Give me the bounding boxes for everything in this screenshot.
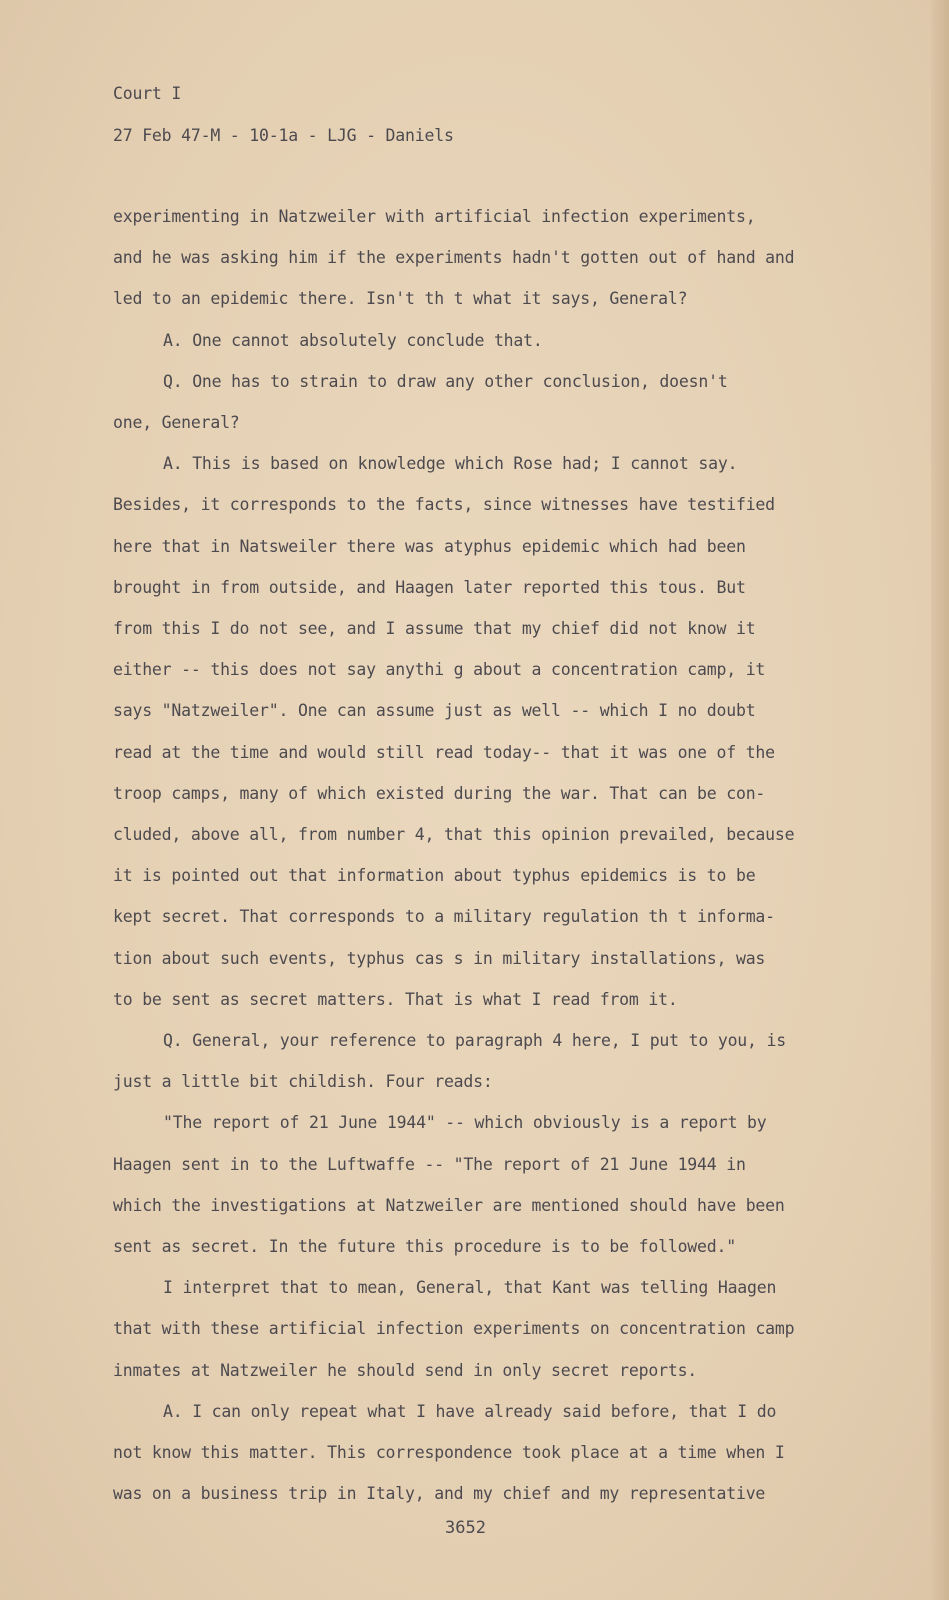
transcript-line: A. One cannot absolutely conclude that. — [163, 330, 543, 350]
transcript-line: experimenting in Natzweiler with artificial infection experiments, — [113, 207, 756, 226]
court-label: Court I — [113, 84, 182, 103]
transcript-line: inmates at Natzweiler he should send in only secret reports. — [113, 1360, 698, 1380]
transcript-line: cluded, above all, from number 4, that this opinion prevailed, because — [113, 825, 795, 844]
transcript-line: Q. One has to strain to draw any other conclusion, doesn't — [163, 371, 728, 391]
session-line: 27 Feb 47-M - 10-1a - LJG - Daniels — [113, 126, 454, 145]
transcript-line: here that in Natsweiler there was atyphus epidemic which had been — [113, 536, 746, 556]
transcript-line: and he was asking him if the experiments hadn't gotten out of hand and — [113, 248, 795, 268]
transcript-line: one, General? — [113, 413, 240, 432]
transcript-line: was on a business trip in Italy, and my chief and my representative — [113, 1484, 766, 1504]
transcript-line: either -- this does not say anythi g about a concentration camp, it — [113, 660, 766, 680]
transcript-line: sent as secret. In the future this procedure is to be followed." — [113, 1237, 736, 1256]
transcript-line: which the investigations at Natzweiler are mentioned should have been — [113, 1195, 785, 1215]
page-edge-shadow — [931, 0, 949, 1600]
transcript-line: A. I can only repeat what I have already said before, that I do — [163, 1401, 777, 1421]
transcript-line: tion about such events, typhus cas s in military installations, was — [113, 948, 766, 968]
transcript-line: not know this matter. This correspondence took place at a time when I — [113, 1443, 785, 1462]
transcript-line: to be sent as secret matters. That is what I read from it. — [113, 989, 678, 1009]
transcript-line: troop camps, many of which existed during the war. That can be con- — [113, 783, 766, 803]
transcript-line: says "Natzweiler". One can assume just as well -- which I no doubt — [113, 701, 756, 721]
transcript-line: "The report of 21 June 1944" -- which obviously is a report by — [163, 1113, 767, 1133]
transcript-line: Besides, it corresponds to the facts, since witnesses have testified — [113, 495, 775, 515]
transcript-line: led to an epidemic there. Isn't th t what it says, General? — [113, 289, 688, 309]
transcript-line: Haagen sent in to the Luftwaffe -- "The report of 21 June 1944 in — [113, 1154, 746, 1174]
page-number: 3652 — [445, 1518, 486, 1538]
transcript-line: I interpret that to mean, General, that Kant was telling Haagen — [163, 1278, 777, 1298]
transcript-line: just a little bit childish. Four reads: — [113, 1072, 493, 1092]
transcript-line: Q. General, your reference to paragraph 4 here, I put to you, is — [163, 1031, 786, 1050]
transcript-line: from this I do not see, and I assume that my chief did not know it — [113, 619, 756, 638]
transcript-line: that with these artificial infection experiments on concentration camp — [113, 1319, 795, 1339]
transcript-line: A. This is based on knowledge which Rose had; I cannot say. — [163, 454, 738, 474]
transcript-line: brought in from outside, and Haagen later reported this tous. But — [113, 577, 746, 597]
transcript-line: it is pointed out that information about typhus epidemics is to be — [113, 866, 756, 886]
transcript-line: read at the time and would still read today-- that it was one of the — [113, 742, 775, 762]
transcript-line: kept secret. That corresponds to a military regulation th t informa- — [113, 907, 775, 927]
